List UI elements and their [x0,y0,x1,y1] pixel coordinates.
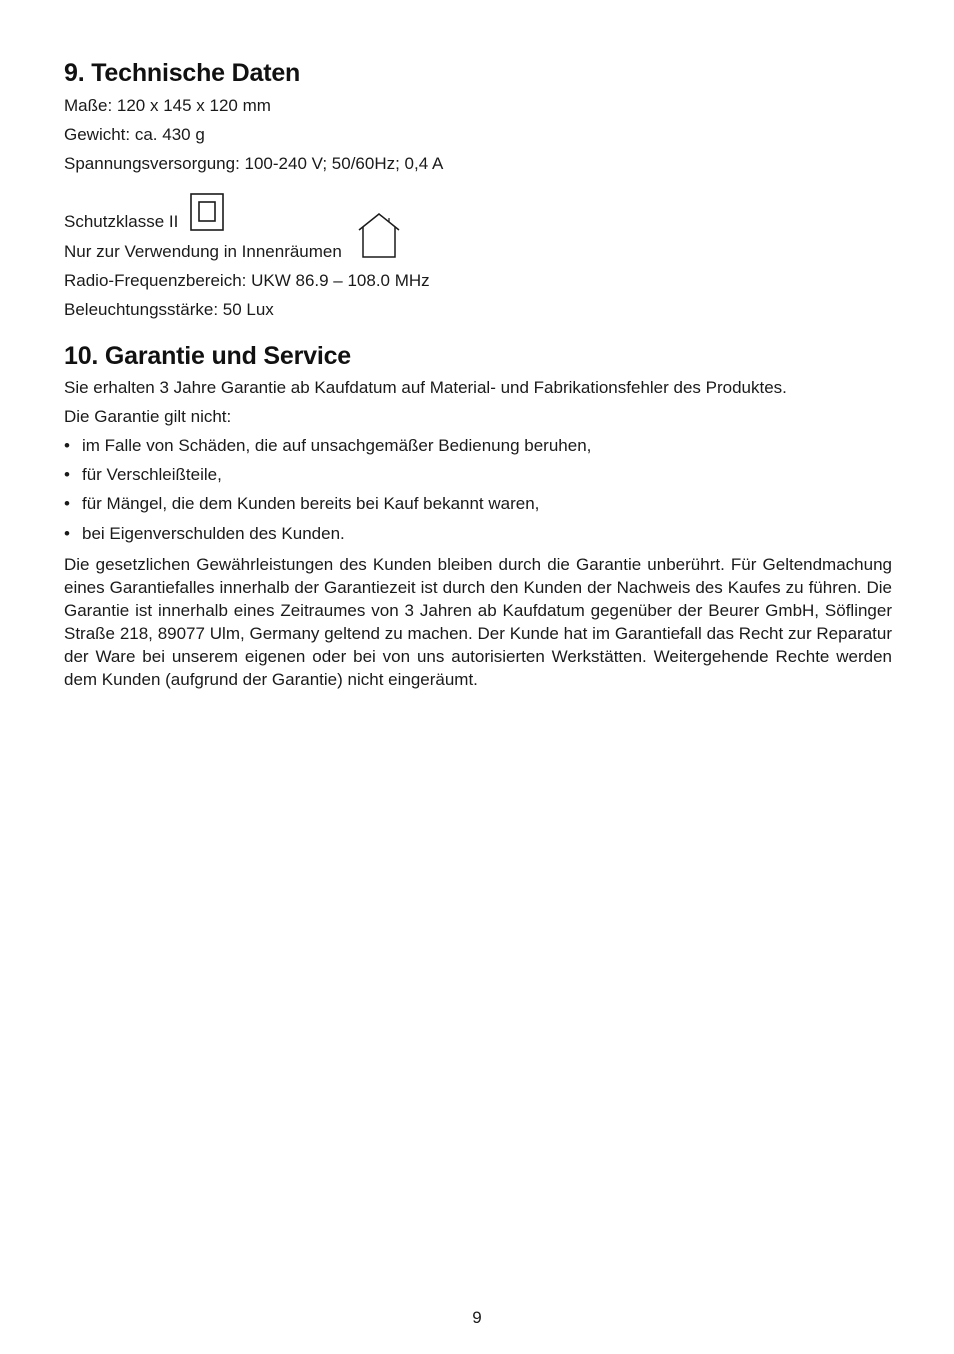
garantie-paragraph: Die gesetzlichen Gewährleistungen des Kunden bleiben durch die Garantie unberührt. Für Geltendmachung eines Garantiefalles innerhalb der Garantiezeit ist durch den Kunden der Nachweis des Kaufes zu führen. Die Garantie ist innerhalb eines Zeitraumes von 3 Jahren ab Kaufdatum gegenüber der Beurer GmbH, Söflinger Straße 218, 89077 Ulm, Germany geltend zu machen. Der Kunde hat im Garantiefall das Recht zur Reparatur der Ware bei unserem eigenen oder bei von uns autorisierten Werkstätten. Weitergehende Rechte werden dem Kunden (aufgrund der Garantie) nicht eingeräumt. [64,555,892,689]
spec-gewicht: Gewicht: ca. 430 g [64,125,205,144]
bullet-icon: • [64,436,70,455]
spec-beleuchtung: Beleuchtungsstärke: 50 Lux [64,300,274,319]
list-item: • im Falle von Schäden, die auf unsachgemäßer Bedienung beruhen, [64,436,592,455]
spec-radio: Radio-Frequenzbereich: UKW 86.9 – 108.0 MHz [64,271,430,290]
spec-spannung: Spannungsversorgung: 100-240 V; 50/60Hz; 0,4 A [64,154,444,173]
bullet-icon: • [64,524,70,543]
list-item: • bei Eigenverschulden des Kunden. [64,524,345,543]
section-title-technische-daten: 9. Technische Daten [64,59,301,87]
spec-innenraum: Nur zur Verwendung in Innenräumen [64,242,342,261]
list-item: • für Mängel, die dem Kunden bereits bei Kauf bekannt waren, [64,494,540,513]
garantie-intro: Sie erhalten 3 Jahre Garantie ab Kaufdatum auf Material- und Fabrikationsfehler des Produktes. [64,378,787,397]
bullet-icon: • [64,465,70,484]
page-number: 9 [472,1308,482,1327]
double-insulation-icon [190,193,224,231]
spec-masse: Maße: 120 x 145 x 120 mm [64,96,271,115]
spec-schutzklasse: Schutzklasse II [64,212,179,231]
indoor-house-icon [356,212,402,260]
garantie-not-valid: Die Garantie gilt nicht: [64,407,232,426]
list-item: • für Verschleißteile, [64,465,222,484]
section-title-garantie: 10. Garantie und Service [64,342,351,370]
bullet-icon: • [64,494,70,513]
